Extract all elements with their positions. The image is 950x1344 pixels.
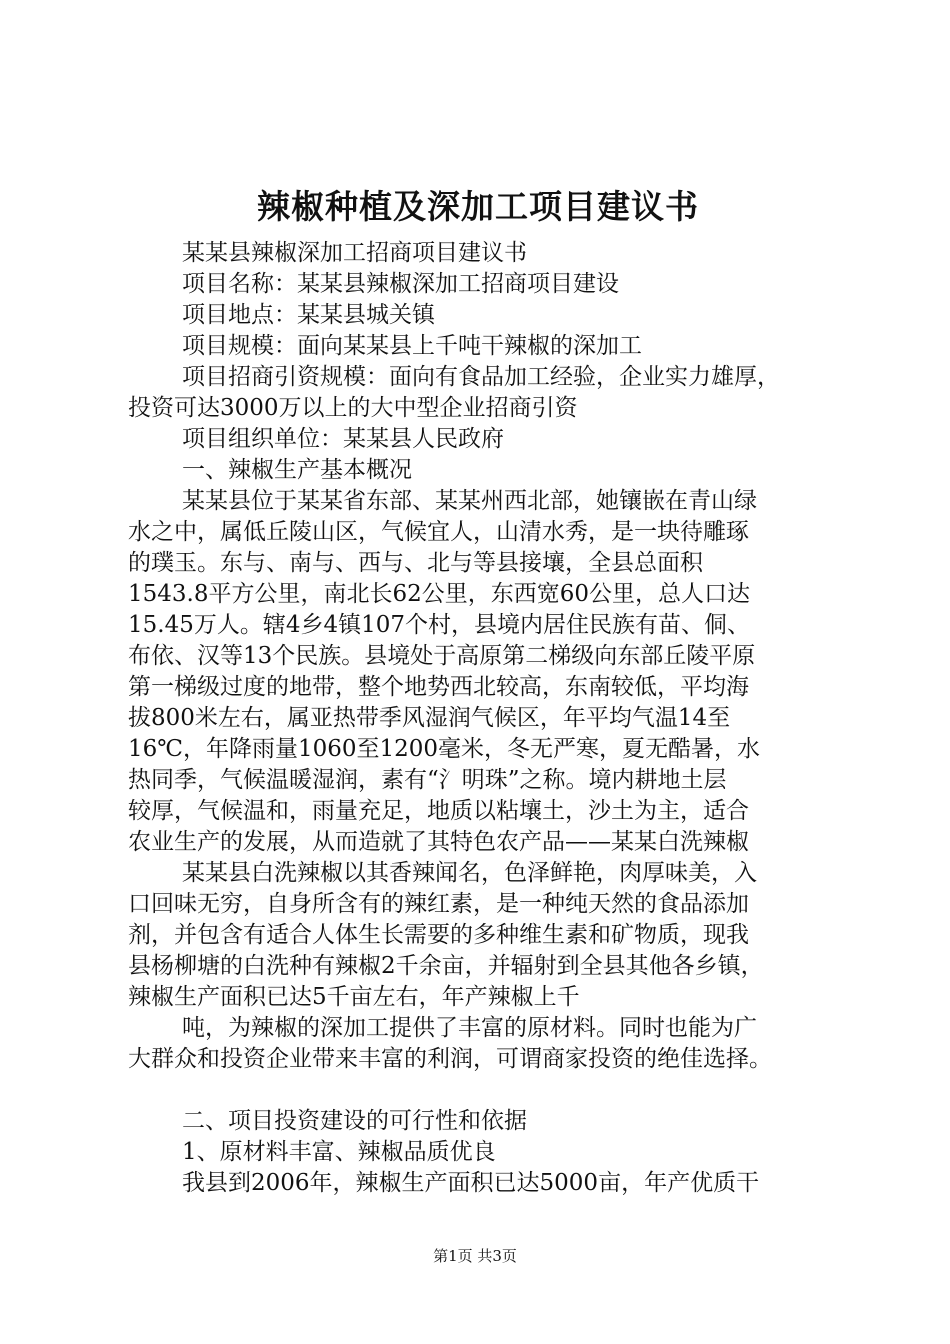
paragraph-line: 热同季，气候温暖湿润，素有“氵明珠”之称。境内耕地土层 (128, 767, 727, 793)
paragraph-line: 我县到2006年，辣椒生产面积已达5000亩，年产优质干 (182, 1170, 760, 1196)
page-footer: 第1页 共3页 (433, 1247, 517, 1265)
paragraph-line: 较厚，气候温和，雨量充足，地质以粘壤土，沙土为主，适合 (128, 798, 749, 824)
paragraph-line: 第一梯级过度的地带，整个地势西北较高，东南较低，平均海 (128, 674, 749, 700)
paragraph-line: 项目招商引资规模：面向有食品加工经验，企业实力雄厚， (182, 364, 780, 390)
paragraph-line: 项目名称：某某县辣椒深加工招商项目建设 (182, 271, 619, 297)
subsection-heading: 1、原材料丰富、辣椒品质优良 (182, 1139, 496, 1165)
blank-line (128, 1075, 828, 1106)
paragraph-line: 项目规模：面向某某县上千吨干辣椒的深加工 (182, 333, 642, 359)
paragraph-line: 吨，为辣椒的深加工提供了丰富的原材料。同时也能为广 (182, 1015, 757, 1041)
paragraph-line: 投资可达3000万以上的大中型企业招商引资 (128, 395, 578, 421)
paragraph-line: 水之中，属低丘陵山区，气候宜人，山清水秀，是一块待雕琢 (128, 519, 749, 545)
section-heading: 二、项目投资建设的可行性和依据 (182, 1108, 527, 1134)
paragraph-line: 大群众和投资企业带来丰富的利润，可谓商家投资的绝佳选择。 (128, 1046, 772, 1072)
paragraph-line: 某某县位于某某省东部、某某州西北部，她镶嵌在青山绿 (182, 488, 757, 514)
paragraph-line: 剂，并包含有适合人体生长需要的多种维生素和矿物质，现我 (128, 922, 749, 948)
paragraph-line: 某某县辣椒深加工招商项目建议书 (182, 240, 527, 266)
paragraph-line: 辣椒生产面积已达5千亩左右，年产辣椒上千 (128, 984, 580, 1010)
paragraph-line: 农业生产的发展，从而造就了其特色农产品——某某白洗辣椒 (128, 829, 749, 855)
paragraph-line: 拔800米左右，属亚热带季风湿润气候区，年平均气温14至 (128, 705, 731, 731)
paragraph-line: 16℃，年降雨量1060至1200毫米，冬无严寒，夏无酷暑，水 (128, 736, 761, 762)
paragraph-line: 项目地点：某某县城关镇 (182, 302, 435, 328)
paragraph-line: 15.45万人。辖4乡4镇107个村，县境内居住民族有苗、侗、 (128, 612, 751, 638)
paragraph-line: 项目组织单位：某某县人民政府 (182, 426, 504, 452)
paragraph-line: 的璞玉。东与、南与、西与、北与等县接壤，全县总面积 (128, 550, 703, 576)
document-title: 辣椒种植及深加工项目建议书 (257, 187, 699, 226)
paragraph-line: 口回味无穷，自身所含有的辣红素，是一种纯天然的食品添加 (128, 891, 749, 917)
section-heading: 一、辣椒生产基本概况 (182, 457, 412, 483)
paragraph-line: 某某县白洗辣椒以其香辣闻名，色泽鲜艳，肉厚味美，入 (182, 860, 757, 886)
document-page (128, 180, 828, 1199)
paragraph-line: 布依、汉等13个民族。县境处于高原第二梯级向东部丘陵平原 (128, 643, 756, 669)
paragraph-line: 县杨柳塘的白洗种有辣椒2千余亩，并辐射到全县其他各乡镇， (128, 953, 764, 979)
paragraph-line: 1543.8平方公里，南北长62公里，东西宽60公里，总人口达 (128, 581, 751, 607)
